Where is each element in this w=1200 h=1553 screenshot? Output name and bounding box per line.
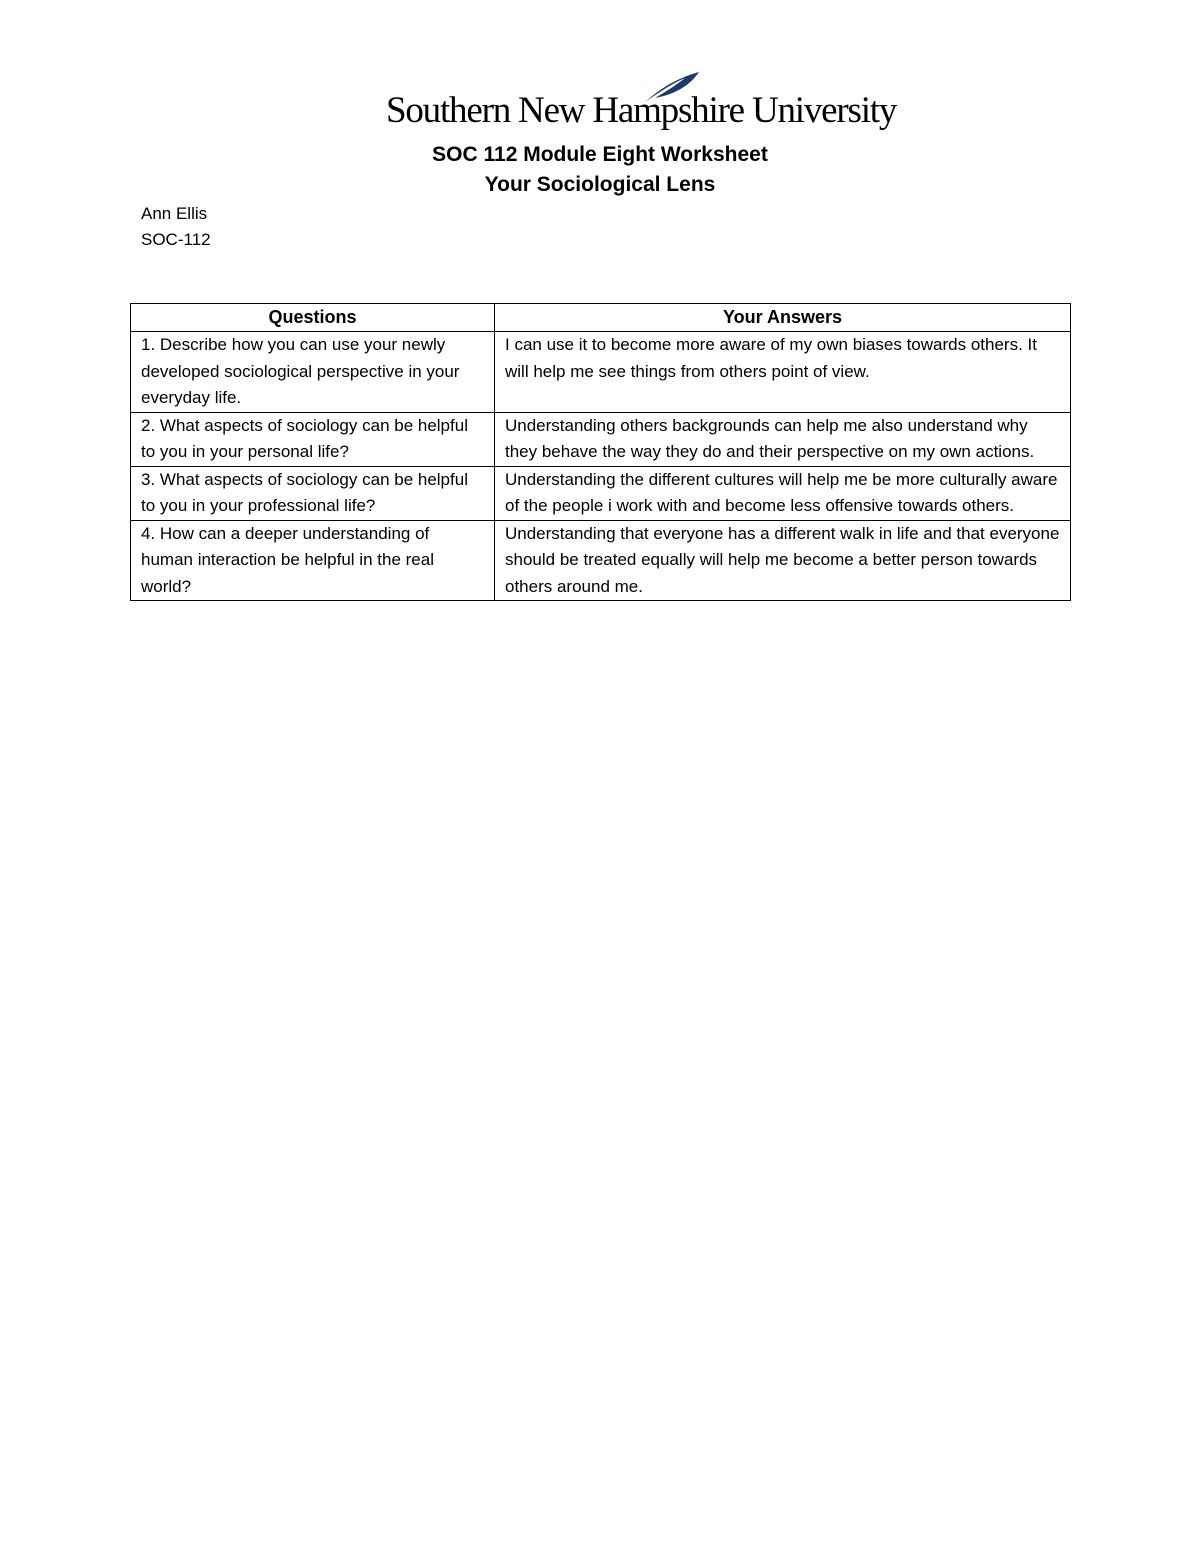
question-cell: 3. What aspects of sociology can be helpful to you in your professional life? <box>131 466 495 520</box>
table-row <box>131 520 1071 601</box>
answer-cell: Understanding that everyone has a different walk in life and that everyone should be treated equally will help me become a better person towards others around me. <box>495 520 1071 601</box>
table-row <box>131 412 1071 466</box>
table-row <box>131 466 1071 520</box>
university-logo <box>386 70 897 136</box>
qa-table <box>130 303 1071 601</box>
answer-cell: I can use it to become more aware of my own biases towards others. It will help me see things from others point of view. <box>495 332 1071 413</box>
answer-cell: Understanding the different cultures will help me be more culturally aware of the people i work with and become less offensive towards others. <box>495 466 1071 520</box>
author-name: Ann Ellis <box>141 204 208 223</box>
answers-header: Your Answers <box>495 304 1071 332</box>
course-code: SOC-112 <box>141 230 211 249</box>
document-title: SOC 112 Module Eight Worksheet <box>432 143 768 166</box>
question-cell: 2. What aspects of sociology can be helpful to you in your personal life? <box>131 412 495 466</box>
questions-header: Questions <box>131 304 495 332</box>
table-header-row <box>131 304 1071 332</box>
question-cell: 1. Describe how you can use your newly developed sociological perspective in your everyday life. <box>131 332 495 413</box>
table-row <box>131 332 1071 413</box>
question-cell: 4. How can a deeper understanding of human interaction be helpful in the real world? <box>131 520 495 601</box>
document-subtitle: Your Sociological Lens <box>484 173 716 196</box>
document-heading <box>0 140 1200 200</box>
logo-wordmark: Southern New Hampshire University <box>386 90 897 131</box>
answer-cell: Understanding others backgrounds can help me also understand why they behave the way they do and their perspective on my own actions. <box>495 412 1071 466</box>
author-block <box>141 201 211 253</box>
